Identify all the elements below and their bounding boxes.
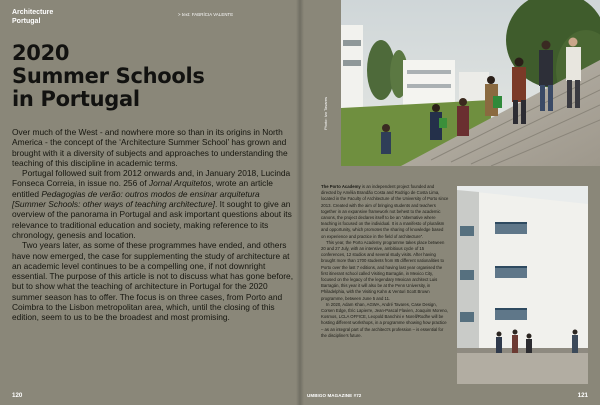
section-label-line2: Portugal: [12, 18, 41, 25]
article-body: [12, 127, 294, 323]
photo-white-building: [457, 186, 588, 384]
p2-text-a: Portugal followed suit from 2012 onwards and, in January 2018, Lucinda Fonseca Correia, in issue no. 256 of: [12, 168, 291, 189]
page-number-left: 120: [12, 392, 23, 399]
article-title: [12, 42, 292, 111]
photo-students-on-steps: [341, 0, 600, 166]
p2-text-b: , wrote an article entitled: [12, 178, 273, 199]
right-paragraph-3: In 2020, Adam Khan, AGWA, André Tavares, Case Design, Corsen Edge, Éric Lapierre, Jean-Pascal Flavien, Joaquim Moreno, Kosmos, LCLA OFFICE, Leopold Banchini e Norell/Rodhe will be hosting different workshops, in a programme showing how practice – as an integral part of the architect’s profession – is essential for the discipline’s future.: [321, 301, 449, 338]
p2-text-c: . It sought to give an overview of the panorama in Portugal and ask important questions about its relevance to traditional education and society, making reference to its chronology, genesis and location.: [12, 199, 292, 240]
section-label: [12, 8, 53, 26]
title-line-3: in Portugal: [12, 87, 140, 111]
right-paragraph-2: This year, the Porto Academy programme takes place between 20 and 27 July, with an intensive, ambitious cycle of 15 conferences, 12 studios and several study visits. After having brought more than 1700 students from 85 different nationalities to Porto over the last 7 editions, and having last year organised the first itinerant school called Visiting Barragán, in Mexico City, focused on the legacy of the legendary Mexican architect Luis Barragán, this year it will also be at the Penn University, in Philadelphia, with the Visiting Kahn & Venturi Scott Brown programme, between June 5 and 11.: [321, 239, 445, 301]
body-paragraph-2: [12, 168, 294, 240]
title-line-1: 2020: [12, 41, 70, 65]
section-label-line1: Architecture: [12, 9, 54, 16]
p2-article-title: Pedagogias de verão: outros modos de ensinar arquitetura [Summer Schools: other ways of teaching architecture]: [12, 188, 260, 210]
magazine-name: UMBIGO MAGAZINE #72: [307, 393, 362, 398]
title-line-2: Summer Schools: [12, 64, 205, 88]
right-column-text: [321, 184, 449, 339]
page-number-right: 121: [577, 392, 588, 399]
body-paragraph-3: Two years later, as some of these programmes have ended, and others have now emerged, the case for supplementing the study of architecture at an academic level continues to be a compelling one, if not downright essential. The purpose of this article is not to discuss what has gone before, but to show what the teaching of architecture in Portugal for the 2020 summer season has to offer. The focus is on three cases, from Porto and Coimbra to the Lisbon metropolitan area, which, until the closing of this edition, seem to us to be the broadest and most promising.: [12, 240, 294, 323]
body-paragraph-1: Over much of the West - and nowhere more so than in its origins in North America - the concept of the ‘Architecture Summer School’ has grown and brought with it a diversity of subjects and approaches to understanding the teaching of this discipline in academic terms.: [12, 127, 288, 168]
photo-credit: Photo: Ivo Tavares: [323, 96, 328, 130]
right-paragraph-1-rest: is an independent project founded and directed by Amélia Brandão Costa and Rodrigo de Costa Lima, located in the Faculty of Architecture of the University of Porto since 2013. Created with the aim of bringing students and teachers together in an expansive framework not behest to the academic canons, the project declares itself to be an “alternative where teaching is focused on the individual. It is a manifesto of pluralism and opportunity, which promotes the sharing of knowledge based on experience and practice in the field of architecture”.: [321, 184, 449, 239]
author-credit: > text: FABRÍCIA VALENTE: [178, 12, 234, 17]
p2-journal-name: Jornal Arquitetos: [148, 178, 212, 189]
right-paragraph-1: [321, 184, 449, 240]
page-gutter: [296, 0, 304, 405]
porto-academy-name: The Porto Academy: [321, 184, 361, 189]
